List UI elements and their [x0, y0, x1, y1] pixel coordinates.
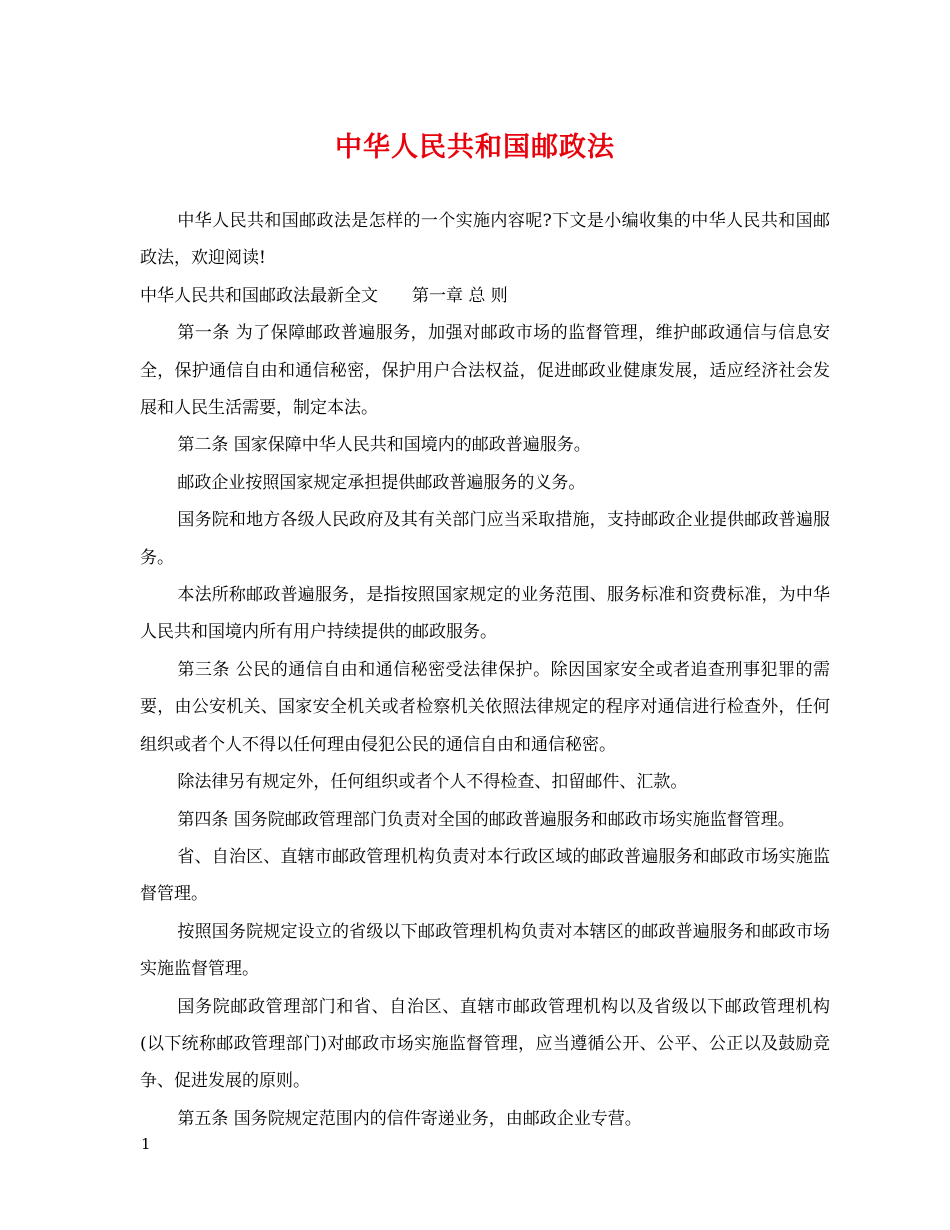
article-5-paragraph: 第五条 国务院规定范围内的信件寄递业务，由邮政企业专营。	[177, 1108, 642, 1129]
supervision-principles-paragraph: 国务院邮政管理部门和省、自治区、直辖市邮政管理机构以及省级以下邮政管理机构(以下统称邮政管理部门)对邮政市场实施监督管理，应当遵循公开、公平、公正以及鼓励竞争、促进发展的原则。	[140, 996, 830, 1092]
provincial-supervision-paragraph: 省、自治区、直辖市邮政管理机构负责对本行政区域的邮政普遍服务和邮政市场实施监督管理。	[140, 846, 830, 905]
intro-paragraph: 中华人民共和国邮政法是怎样的一个实施内容呢?下文是小编收集的中华人民共和国邮政法，欢迎阅读!	[140, 211, 830, 269]
chapter-heading: 第一章 总 则	[412, 285, 508, 306]
page-number: 1	[141, 1135, 151, 1153]
document-title: 中华人民共和国邮政法	[335, 132, 615, 163]
document-body	[140, 203, 830, 1138]
local-supervision-paragraph: 按照国务院规定设立的省级以下邮政管理机构负责对本辖区的邮政普遍服务和邮政市场实施监督管理。	[140, 921, 830, 980]
section-heading-line	[140, 278, 830, 315]
postal-obligation-paragraph: 邮政企业按照国家规定承担提供邮政普遍服务的义务。	[177, 472, 586, 493]
article-3-paragraph: 第三条 公民的通信自由和通信秘密受法律保护。除因国家安全或者追查刑事犯罪的需要，由公安机关、国家安全机关或者检察机关依照法律规定的程序对通信进行检查外，任何组织或者个人不得以任何理由侵犯公民的通信自由和通信秘密。	[140, 659, 830, 755]
government-support-paragraph: 国务院和地方各级人民政府及其有关部门应当采取措施，支持邮政企业提供邮政普遍服务。	[140, 510, 830, 568]
universal-service-definition-paragraph: 本法所称邮政普遍服务，是指按照国家规定的业务范围、服务标准和资费标准，为中华人民共和国境内所有用户持续提供的邮政服务。	[140, 585, 830, 643]
article-4-paragraph: 第四条 国务院邮政管理部门负责对全国的邮政普遍服务和邮政市场实施监督管理。	[177, 809, 795, 830]
article-2-paragraph: 第二条 国家保障中华人民共和国境内的邮政普遍服务。	[177, 435, 591, 456]
full-text-heading: 中华人民共和国邮政法最新全文	[140, 285, 378, 306]
mail-inspection-paragraph: 除法律另有规定外，任何组织或者个人不得检查、扣留邮件、汇款。	[177, 772, 688, 793]
article-1-paragraph: 第一条 为了保障邮政普遍服务，加强对邮政市场的监督管理，维护邮政通信与信息安全，保护通信自由和通信秘密，保护用户合法权益，促进邮政业健康发展，适应经济社会发展和人民生活需要，制定本法。	[140, 323, 830, 419]
